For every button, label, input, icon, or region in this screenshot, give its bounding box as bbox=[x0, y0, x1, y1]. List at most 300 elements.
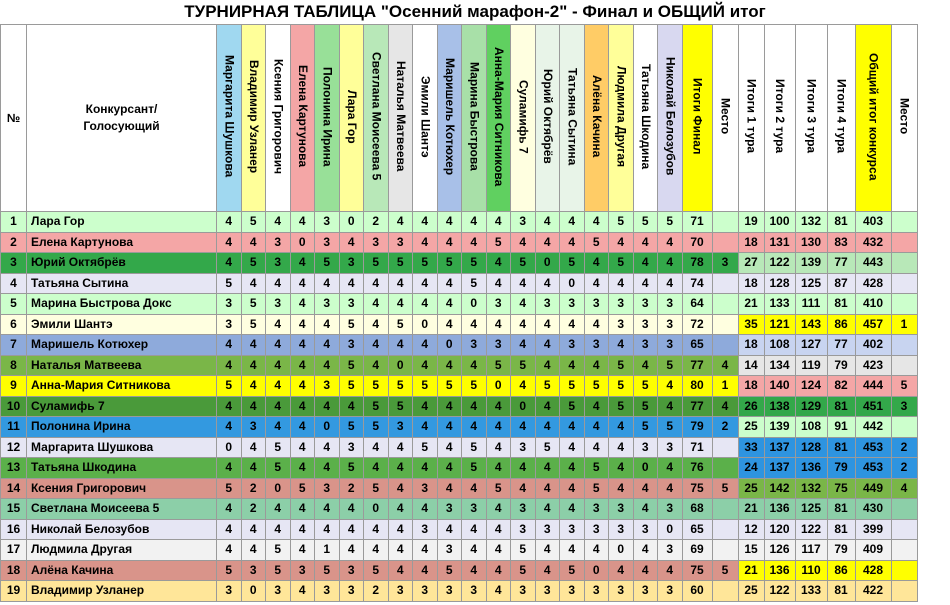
tour-total-cell: 26 bbox=[738, 396, 764, 417]
vote-cell: 3 bbox=[609, 294, 634, 315]
vote-cell: 3 bbox=[339, 581, 364, 602]
vote-cell: 5 bbox=[339, 417, 364, 438]
vote-cell: 4 bbox=[609, 458, 634, 479]
overall-place-cell bbox=[891, 355, 917, 376]
row-number: 8 bbox=[1, 355, 27, 376]
vote-cell: 0 bbox=[633, 458, 658, 479]
vote-cell: 4 bbox=[486, 417, 511, 438]
vote-cell: 3 bbox=[658, 314, 683, 335]
vote-cell: 5 bbox=[633, 417, 658, 438]
table-row bbox=[1, 314, 918, 335]
overall-total-cell: 457 bbox=[855, 314, 891, 335]
vote-cell: 3 bbox=[511, 212, 536, 233]
vote-cell: 5 bbox=[388, 376, 413, 397]
place-cell bbox=[712, 273, 738, 294]
vote-cell: 3 bbox=[486, 294, 511, 315]
vote-cell: 5 bbox=[339, 355, 364, 376]
vote-cell: 0 bbox=[609, 540, 634, 561]
tour-total-cell: 137 bbox=[764, 437, 795, 458]
vote-cell: 3 bbox=[462, 581, 487, 602]
tour-total-cell: 86 bbox=[827, 314, 855, 335]
tour-total-cell: 77 bbox=[827, 335, 855, 356]
overall-total-cell: 443 bbox=[855, 253, 891, 274]
vote-cell: 5 bbox=[437, 560, 462, 581]
final-total-cell: 65 bbox=[682, 335, 712, 356]
vote-cell: 3 bbox=[266, 232, 291, 253]
vote-cell: 3 bbox=[315, 232, 340, 253]
overall-place-cell bbox=[891, 581, 917, 602]
vote-cell: 3 bbox=[584, 581, 609, 602]
vote-cell: 4 bbox=[290, 376, 315, 397]
vote-cell: 4 bbox=[413, 540, 438, 561]
tour-total-cell: 143 bbox=[795, 314, 827, 335]
contestant-name: Елена Картунова bbox=[27, 232, 217, 253]
vote-cell: 4 bbox=[290, 458, 315, 479]
place-cell bbox=[712, 314, 738, 335]
overall-place-cell bbox=[891, 499, 917, 520]
vote-cell: 4 bbox=[266, 355, 291, 376]
vote-cell: 5 bbox=[609, 212, 634, 233]
vote-cell: 4 bbox=[633, 232, 658, 253]
overall-total-cell: 432 bbox=[855, 232, 891, 253]
vote-cell: 5 bbox=[609, 355, 634, 376]
vote-cell: 4 bbox=[315, 396, 340, 417]
vote-cell: 0 bbox=[388, 355, 413, 376]
contestant-name: Суламифь 7 bbox=[27, 396, 217, 417]
vote-cell: 4 bbox=[633, 355, 658, 376]
tour-total-cell: 136 bbox=[764, 499, 795, 520]
vote-cell: 0 bbox=[290, 232, 315, 253]
table-row bbox=[1, 540, 918, 561]
vote-cell: 4 bbox=[535, 417, 560, 438]
overall-place-cell: 2 bbox=[891, 437, 917, 458]
vote-cell: 4 bbox=[241, 458, 266, 479]
contestant-name: Полонина Ирина bbox=[27, 417, 217, 438]
vote-cell: 4 bbox=[290, 273, 315, 294]
vote-cell: 5 bbox=[266, 458, 291, 479]
overall-place-cell: 3 bbox=[891, 396, 917, 417]
vote-cell: 5 bbox=[584, 232, 609, 253]
vote-cell: 5 bbox=[217, 560, 242, 581]
header-voter: Лара Гор bbox=[339, 25, 364, 212]
tour-total-cell: 127 bbox=[795, 335, 827, 356]
vote-cell: 4 bbox=[462, 478, 487, 499]
vote-cell: 3 bbox=[511, 437, 536, 458]
vote-cell: 5 bbox=[241, 294, 266, 315]
vote-cell: 4 bbox=[560, 499, 585, 520]
vote-cell: 3 bbox=[486, 335, 511, 356]
vote-cell: 4 bbox=[486, 396, 511, 417]
vote-cell: 4 bbox=[560, 478, 585, 499]
header-tour: Итоги 3 тура bbox=[795, 25, 827, 212]
tour-total-cell: 25 bbox=[738, 581, 764, 602]
vote-cell: 0 bbox=[511, 396, 536, 417]
vote-cell: 5 bbox=[217, 376, 242, 397]
header-overall: Общий итог конкурса bbox=[855, 25, 891, 212]
vote-cell: 3 bbox=[413, 581, 438, 602]
vote-cell: 3 bbox=[437, 581, 462, 602]
tour-total-cell: 15 bbox=[738, 540, 764, 561]
vote-cell: 4 bbox=[584, 540, 609, 561]
vote-cell: 5 bbox=[511, 540, 536, 561]
vote-cell: 4 bbox=[486, 437, 511, 458]
tour-total-cell: 81 bbox=[827, 396, 855, 417]
vote-cell: 4 bbox=[560, 212, 585, 233]
vote-cell: 5 bbox=[388, 314, 413, 335]
vote-cell: 4 bbox=[560, 437, 585, 458]
vote-cell: 3 bbox=[315, 294, 340, 315]
final-total-cell: 80 bbox=[682, 376, 712, 397]
final-total-cell: 71 bbox=[682, 212, 712, 233]
overall-total-cell: 409 bbox=[855, 540, 891, 561]
vote-cell: 4 bbox=[609, 560, 634, 581]
vote-cell: 5 bbox=[339, 458, 364, 479]
vote-cell: 4 bbox=[511, 273, 536, 294]
tour-total-cell: 21 bbox=[738, 560, 764, 581]
vote-cell: 1 bbox=[315, 540, 340, 561]
vote-cell: 0 bbox=[266, 478, 291, 499]
vote-cell: 3 bbox=[658, 499, 683, 520]
vote-cell: 4 bbox=[609, 417, 634, 438]
vote-cell: 4 bbox=[241, 273, 266, 294]
place-cell: 1 bbox=[712, 376, 738, 397]
vote-cell: 5 bbox=[560, 253, 585, 274]
header-num: № bbox=[1, 25, 27, 212]
vote-cell: 4 bbox=[290, 212, 315, 233]
row-number: 11 bbox=[1, 417, 27, 438]
vote-cell: 5 bbox=[241, 253, 266, 274]
vote-cell: 4 bbox=[217, 540, 242, 561]
vote-cell: 3 bbox=[266, 581, 291, 602]
overall-total-cell: 449 bbox=[855, 478, 891, 499]
contestant-name: Владимир Узланер bbox=[27, 581, 217, 602]
vote-cell: 3 bbox=[584, 499, 609, 520]
vote-cell: 4 bbox=[535, 273, 560, 294]
vote-cell: 4 bbox=[339, 273, 364, 294]
vote-cell: 3 bbox=[560, 581, 585, 602]
vote-cell: 3 bbox=[535, 294, 560, 315]
table-row bbox=[1, 335, 918, 356]
vote-cell: 4 bbox=[658, 458, 683, 479]
vote-cell: 4 bbox=[241, 519, 266, 540]
vote-cell: 4 bbox=[413, 458, 438, 479]
vote-cell: 4 bbox=[388, 273, 413, 294]
vote-cell: 3 bbox=[511, 499, 536, 520]
table-row bbox=[1, 294, 918, 315]
vote-cell: 3 bbox=[633, 314, 658, 335]
tour-total-cell: 110 bbox=[795, 560, 827, 581]
vote-cell: 4 bbox=[266, 273, 291, 294]
vote-cell: 3 bbox=[658, 437, 683, 458]
final-total-cell: 69 bbox=[682, 540, 712, 561]
row-number: 2 bbox=[1, 232, 27, 253]
vote-cell: 3 bbox=[462, 335, 487, 356]
vote-cell: 5 bbox=[241, 212, 266, 233]
vote-cell: 5 bbox=[266, 540, 291, 561]
tour-total-cell: 35 bbox=[738, 314, 764, 335]
overall-total-cell: 428 bbox=[855, 273, 891, 294]
tour-total-cell: 108 bbox=[764, 335, 795, 356]
vote-cell: 4 bbox=[290, 519, 315, 540]
table-row bbox=[1, 478, 918, 499]
vote-cell: 4 bbox=[486, 499, 511, 520]
vote-cell: 5 bbox=[241, 314, 266, 335]
tour-total-cell: 125 bbox=[795, 499, 827, 520]
overall-place-cell: 4 bbox=[891, 478, 917, 499]
vote-cell: 4 bbox=[658, 376, 683, 397]
tour-total-cell: 128 bbox=[795, 437, 827, 458]
vote-cell: 4 bbox=[388, 335, 413, 356]
vote-cell: 4 bbox=[388, 560, 413, 581]
vote-cell: 4 bbox=[290, 540, 315, 561]
vote-cell: 4 bbox=[217, 417, 242, 438]
overall-place-cell bbox=[891, 560, 917, 581]
tour-total-cell: 122 bbox=[764, 253, 795, 274]
vote-cell: 5 bbox=[658, 212, 683, 233]
vote-cell: 3 bbox=[339, 560, 364, 581]
vote-cell: 4 bbox=[241, 232, 266, 253]
vote-cell: 4 bbox=[633, 273, 658, 294]
vote-cell: 4 bbox=[290, 335, 315, 356]
tour-total-cell: 33 bbox=[738, 437, 764, 458]
table-row bbox=[1, 212, 918, 233]
vote-cell: 5 bbox=[609, 396, 634, 417]
tour-total-cell: 25 bbox=[738, 417, 764, 438]
vote-cell: 5 bbox=[560, 560, 585, 581]
vote-cell: 5 bbox=[388, 396, 413, 417]
vote-cell: 3 bbox=[609, 499, 634, 520]
tour-total-cell: 108 bbox=[795, 417, 827, 438]
final-total-cell: 71 bbox=[682, 437, 712, 458]
vote-cell: 5 bbox=[511, 355, 536, 376]
vote-cell: 4 bbox=[658, 273, 683, 294]
vote-cell: 5 bbox=[584, 458, 609, 479]
vote-cell: 4 bbox=[462, 540, 487, 561]
vote-cell: 4 bbox=[560, 355, 585, 376]
vote-cell: 4 bbox=[658, 253, 683, 274]
vote-cell: 4 bbox=[217, 519, 242, 540]
tour-total-cell: 125 bbox=[795, 273, 827, 294]
vote-cell: 4 bbox=[486, 540, 511, 561]
vote-cell: 4 bbox=[462, 417, 487, 438]
tour-total-cell: 133 bbox=[795, 581, 827, 602]
row-number: 3 bbox=[1, 253, 27, 274]
vote-cell: 5 bbox=[633, 396, 658, 417]
vote-cell: 4 bbox=[290, 437, 315, 458]
overall-total-cell: 444 bbox=[855, 376, 891, 397]
vote-cell: 3 bbox=[658, 294, 683, 315]
vote-cell: 4 bbox=[486, 519, 511, 540]
vote-cell: 4 bbox=[217, 232, 242, 253]
tour-total-cell: 79 bbox=[827, 458, 855, 479]
tour-total-cell: 136 bbox=[795, 458, 827, 479]
vote-cell: 3 bbox=[584, 294, 609, 315]
vote-cell: 4 bbox=[388, 499, 413, 520]
header-voter: Полонина Ирина bbox=[315, 25, 340, 212]
vote-cell: 4 bbox=[437, 458, 462, 479]
table-row bbox=[1, 519, 918, 540]
vote-cell: 4 bbox=[388, 540, 413, 561]
vote-cell: 4 bbox=[609, 478, 634, 499]
tour-total-cell: 25 bbox=[738, 478, 764, 499]
vote-cell: 5 bbox=[633, 212, 658, 233]
tour-total-cell: 120 bbox=[764, 519, 795, 540]
vote-cell: 3 bbox=[535, 519, 560, 540]
vote-cell: 0 bbox=[560, 273, 585, 294]
vote-cell: 4 bbox=[339, 519, 364, 540]
table-row bbox=[1, 437, 918, 458]
tour-total-cell: 81 bbox=[827, 212, 855, 233]
header-voter: Татьяна Шкодина bbox=[633, 25, 658, 212]
vote-cell: 4 bbox=[241, 396, 266, 417]
vote-cell: 5 bbox=[364, 478, 389, 499]
vote-cell: 0 bbox=[437, 335, 462, 356]
contestant-name: Маришель Котюхер bbox=[27, 335, 217, 356]
vote-cell: 4 bbox=[266, 519, 291, 540]
vote-cell: 5 bbox=[315, 253, 340, 274]
vote-cell: 4 bbox=[633, 253, 658, 274]
tour-total-cell: 18 bbox=[738, 232, 764, 253]
vote-cell: 4 bbox=[364, 294, 389, 315]
table-row bbox=[1, 232, 918, 253]
vote-cell: 3 bbox=[437, 499, 462, 520]
vote-cell: 0 bbox=[217, 437, 242, 458]
vote-cell: 4 bbox=[486, 581, 511, 602]
vote-cell: 3 bbox=[511, 519, 536, 540]
vote-cell: 4 bbox=[315, 437, 340, 458]
tour-total-cell: 111 bbox=[795, 294, 827, 315]
place-cell bbox=[712, 458, 738, 479]
header-voter: Эмили Шантэ bbox=[413, 25, 438, 212]
vote-cell: 4 bbox=[388, 458, 413, 479]
vote-cell: 4 bbox=[339, 540, 364, 561]
vote-cell: 3 bbox=[584, 519, 609, 540]
tour-total-cell: 83 bbox=[827, 232, 855, 253]
vote-cell: 4 bbox=[266, 376, 291, 397]
vote-cell: 4 bbox=[535, 355, 560, 376]
vote-cell: 3 bbox=[266, 294, 291, 315]
vote-cell: 3 bbox=[413, 519, 438, 540]
row-number: 9 bbox=[1, 376, 27, 397]
header-voter: Алёна Качина bbox=[584, 25, 609, 212]
vote-cell: 4 bbox=[535, 314, 560, 335]
vote-cell: 3 bbox=[609, 519, 634, 540]
vote-cell: 4 bbox=[339, 499, 364, 520]
row-number: 14 bbox=[1, 478, 27, 499]
place-cell bbox=[712, 519, 738, 540]
vote-cell: 5 bbox=[339, 314, 364, 335]
vote-cell: 4 bbox=[290, 355, 315, 376]
table-row bbox=[1, 458, 918, 479]
vote-cell: 4 bbox=[413, 294, 438, 315]
table-row bbox=[1, 581, 918, 602]
vote-cell: 4 bbox=[584, 437, 609, 458]
overall-total-cell: 423 bbox=[855, 355, 891, 376]
vote-cell: 2 bbox=[364, 581, 389, 602]
vote-cell: 4 bbox=[584, 253, 609, 274]
vote-cell: 5 bbox=[364, 376, 389, 397]
vote-cell: 4 bbox=[511, 417, 536, 438]
vote-cell: 4 bbox=[241, 355, 266, 376]
overall-place-cell: 1 bbox=[891, 314, 917, 335]
vote-cell: 4 bbox=[413, 396, 438, 417]
final-total-cell: 74 bbox=[682, 273, 712, 294]
vote-cell: 5 bbox=[364, 560, 389, 581]
overall-total-cell: 430 bbox=[855, 499, 891, 520]
tour-total-cell: 82 bbox=[827, 376, 855, 397]
tour-total-cell: 137 bbox=[764, 458, 795, 479]
header-voter: Светлана Моисеева 5 bbox=[364, 25, 389, 212]
tour-total-cell: 129 bbox=[795, 396, 827, 417]
vote-cell: 4 bbox=[535, 212, 560, 233]
contestant-name: Марина Быстрова Докс bbox=[27, 294, 217, 315]
vote-cell: 4 bbox=[241, 437, 266, 458]
vote-cell: 5 bbox=[462, 458, 487, 479]
vote-cell: 4 bbox=[241, 540, 266, 561]
place-cell bbox=[712, 581, 738, 602]
vote-cell: 3 bbox=[633, 519, 658, 540]
vote-cell: 0 bbox=[658, 519, 683, 540]
vote-cell: 4 bbox=[315, 355, 340, 376]
tour-total-cell: 142 bbox=[764, 478, 795, 499]
overall-place-cell bbox=[891, 212, 917, 233]
vote-cell: 3 bbox=[609, 314, 634, 335]
final-total-cell: 64 bbox=[682, 294, 712, 315]
vote-cell: 3 bbox=[315, 376, 340, 397]
vote-cell: 4 bbox=[290, 314, 315, 335]
vote-cell: 0 bbox=[584, 560, 609, 581]
vote-cell: 3 bbox=[388, 581, 413, 602]
contestant-name: Татьяна Шкодина bbox=[27, 458, 217, 479]
vote-cell: 4 bbox=[339, 232, 364, 253]
place-cell: 5 bbox=[712, 478, 738, 499]
overall-place-cell bbox=[891, 540, 917, 561]
header-voter: Наталья Матвеева bbox=[388, 25, 413, 212]
vote-cell: 4 bbox=[217, 499, 242, 520]
vote-cell: 5 bbox=[462, 376, 487, 397]
tour-total-cell: 77 bbox=[827, 253, 855, 274]
vote-cell: 4 bbox=[511, 294, 536, 315]
overall-place-cell bbox=[891, 273, 917, 294]
tour-total-cell: 132 bbox=[795, 212, 827, 233]
vote-cell: 4 bbox=[413, 499, 438, 520]
vote-cell: 4 bbox=[315, 335, 340, 356]
header-final-total: Итоги Финал bbox=[682, 25, 712, 212]
final-total-cell: 76 bbox=[682, 458, 712, 479]
final-total-cell: 79 bbox=[682, 417, 712, 438]
final-total-cell: 78 bbox=[682, 253, 712, 274]
vote-cell: 4 bbox=[217, 212, 242, 233]
place-cell bbox=[712, 212, 738, 233]
page-title: ТУРНИРНАЯ ТАБЛИЦА "Осенний марафон-2" - Финал и ОБЩИЙ итог bbox=[184, 2, 766, 21]
header-voter: Владимир Узланер bbox=[241, 25, 266, 212]
tour-total-cell: 24 bbox=[738, 458, 764, 479]
vote-cell: 4 bbox=[560, 232, 585, 253]
vote-cell: 4 bbox=[486, 458, 511, 479]
vote-cell: 5 bbox=[364, 396, 389, 417]
vote-cell: 4 bbox=[413, 417, 438, 438]
overall-total-cell: 410 bbox=[855, 294, 891, 315]
header-tour: Итоги 2 тура bbox=[764, 25, 795, 212]
table-row bbox=[1, 376, 918, 397]
vote-cell: 0 bbox=[241, 581, 266, 602]
vote-cell: 4 bbox=[511, 458, 536, 479]
vote-cell: 4 bbox=[266, 212, 291, 233]
place-cell bbox=[712, 232, 738, 253]
tournament-table bbox=[0, 24, 918, 602]
header-contestant: Конкурсант/ Голосующий bbox=[27, 25, 217, 212]
contestant-name: Ксения Григорович bbox=[27, 478, 217, 499]
